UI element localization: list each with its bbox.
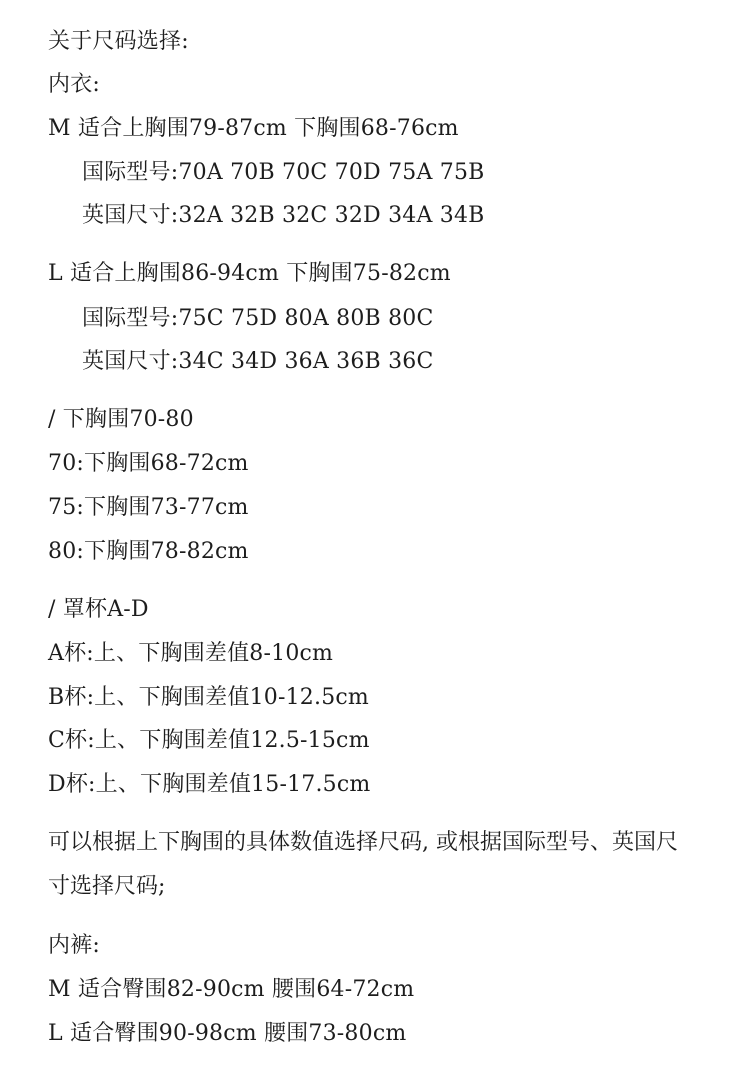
- underbust-heading: / 下胸围70-80: [48, 407, 194, 432]
- panties-size-m-line: M 适合臀围82-90cm 腰围64-72cm: [48, 977, 415, 1002]
- underbust-item: 80:下胸围78-82cm: [48, 539, 249, 564]
- cup-item: C杯:上、下胸围差值12.5-15cm: [48, 728, 370, 753]
- cup-item: D杯:上、下胸围差值15-17.5cm: [48, 772, 371, 797]
- bra-size-l-uk: 英国尺寸:34C 34D 36A 36B 36C: [82, 349, 434, 374]
- bra-size-l-intl: 国际型号:75C 75D 80A 80B 80C: [82, 306, 434, 331]
- bra-size-m-intl: 国际型号:70A 70B 70C 70D 75A 75B: [82, 160, 485, 185]
- bra-size-m-line: M 适合上胸围79-87cm 下胸围68-76cm: [48, 116, 459, 141]
- panties-heading: 内裤:: [48, 933, 101, 958]
- panties-size-l-line: L 适合臀围90-98cm 腰围73-80cm: [48, 1021, 407, 1046]
- cup-item: B杯:上、下胸围差值10-12.5cm: [48, 685, 369, 710]
- selection-note: 可以根据上下胸围的具体数值选择尺码, 或根据国际型号、英国尺寸选择尺码;: [48, 830, 678, 899]
- bra-size-m-uk: 英国尺寸:32A 32B 32C 32D 34A 34B: [82, 203, 485, 228]
- bra-size-l-line: L 适合上胸围86-94cm 下胸围75-82cm: [48, 261, 451, 286]
- cup-item: A杯:上、下胸围差值8-10cm: [48, 641, 334, 666]
- bra-heading: 内衣:: [48, 72, 101, 97]
- underbust-item: 70:下胸围68-72cm: [48, 451, 249, 476]
- page-title: 关于尺码选择:: [48, 29, 189, 54]
- underbust-item: 75:下胸围73-77cm: [48, 495, 249, 520]
- cup-heading: / 罩杯A-D: [48, 597, 149, 622]
